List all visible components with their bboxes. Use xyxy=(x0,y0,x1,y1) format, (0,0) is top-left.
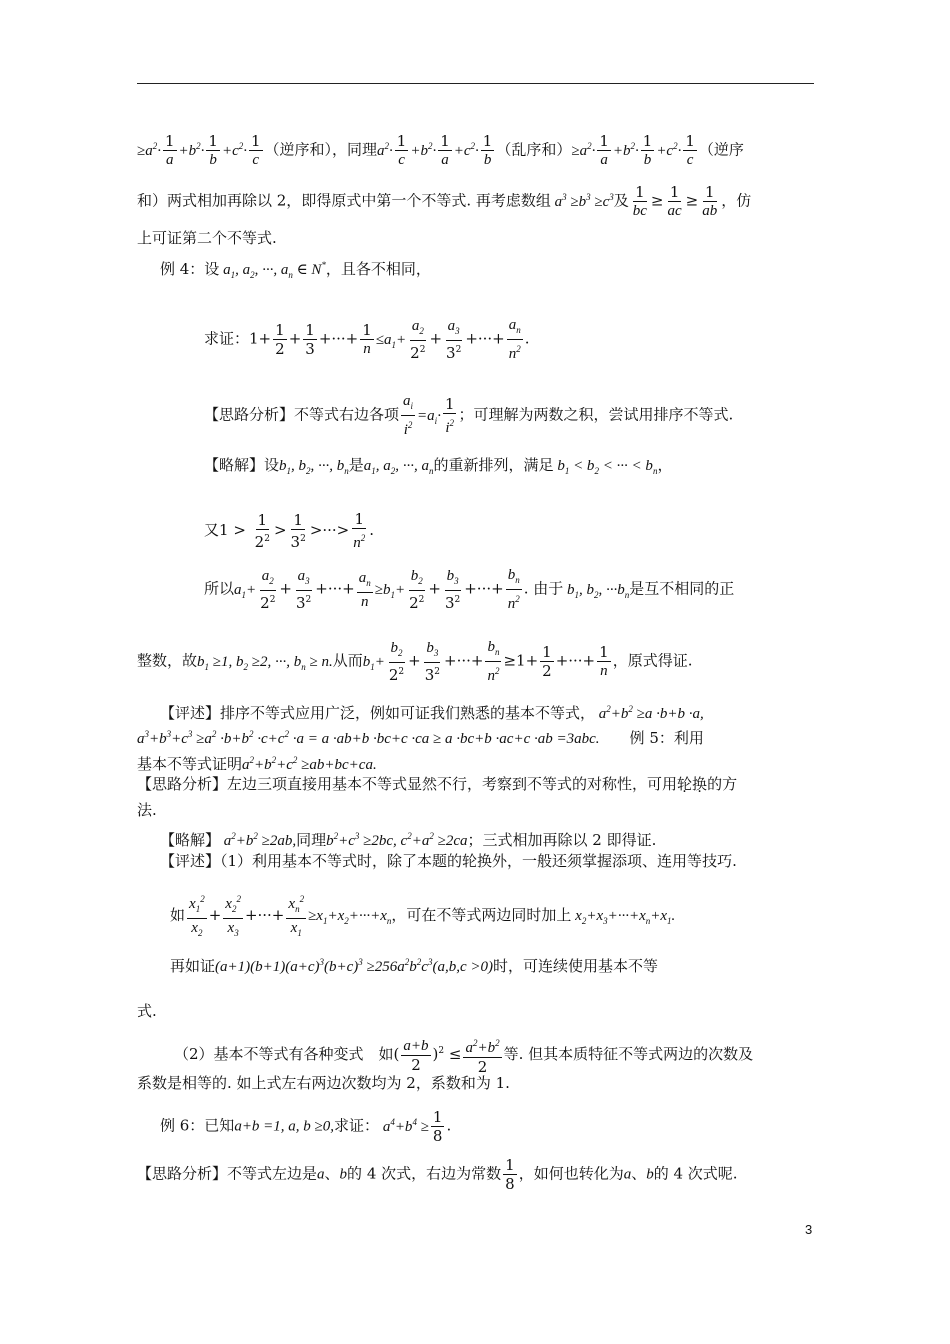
page-number: 3 xyxy=(805,1222,813,1237)
example-5: 基本不等式证明$a^2+b^2+c^2 \ge ab+bc+ca$. xyxy=(137,755,377,773)
header-rule xyxy=(137,83,814,84)
example-4-claim: 求证：1+ $\frac{1}{2}$ + $\frac{1}{3}$ +···+ $\frac{1}{n}$ $\le a_1+$ $\frac{a_2}{2^2}$ + $\frac{a_3}{3^2}$ +···+ $\frac{a_n}{n^2}$ . xyxy=(204,317,530,362)
comment-5-end: 式. xyxy=(137,1002,157,1020)
comment-5-example: 如 $\frac{x_1^2}{x_2}$ + $\frac{x_2^2}{x_3}$ +···+ $\frac{x_n^2}{x_1}$ $\ge x_1+x_2+\cdot\cdot\cdot+x_n$，可在不等式两边同时加上 $x_2+x_3+\cdot\cdot\cdot+x_n+x_1$. xyxy=(170,890,675,942)
think-5-cont: 法. xyxy=(137,801,157,819)
text-line-2: 和）两式相加再除以 2，即得原式中第一个不等式. 再考虑数组 $a^3 \ge b^3 \ge c^3$及 $\frac{1}{bc}$ ≥ $\frac{1}{ac}$ ≥ $\frac{1}{ab}$ ，仿 xyxy=(137,183,752,219)
example-4: 例 4：设 $a_1$, $a_2$, ···, $a_n$ ∈ N*，且各不相同， xyxy=(160,260,431,280)
comment-5: 【评述】（1）利用基本不等式时，除了本题的轮换外，一般还须掌握添项、连用等技巧. xyxy=(160,852,737,870)
text-line-3: 上可证第二个不等式. xyxy=(137,229,277,247)
brief-5: 【略解】 $a^2+b^2 \ge 2ab$,同理$b^2+c^3 \ge 2bc$, $c^2+a^2 \ge 2ca$；三式相加再除以 2 即得证. xyxy=(160,831,657,849)
brief-4: 【略解】设$b_1$, $b_2$, ···, $b_n$是$a_1$, $a_2$, ···, $a_n$的重新排列，满足 $b_1 < b_2$ < ··· < $b_n$， xyxy=(204,456,673,476)
comment-5-part-2: （2）基本不等式有各种变式 如( $\frac{a+b}{2}$ )$^2$ ≤ $\frac{a^2+b^2}{2}$ 等. 但其本质特征不等式两边的次数及 xyxy=(174,1034,753,1076)
text-line-1: $\ge a^2\cdot$ $\frac{1}{a}$ $+b^2\cdot$ $\frac{1}{b}$ $+c^2\cdot$ $\frac{1}{c}$ （逆序和），同理$a^2\cdot$ $\frac{1}{c}$ $+b^2\cdot$ $\frac{1}{a}$ $+c^2\cdot$ $\frac{1}{b}$ （乱序和）$\ge a^2\cdot$ $\frac{1}{a}$ $+b^2\cdot$ $\frac{1}{b}$ $+c^2\cdot$ $\frac{1}{c}$ （逆序 xyxy=(137,132,744,168)
brief-4-also: 又1 > $\frac{1}{2^2}$ > $\frac{1}{3^2}$ >···> $\frac{1}{n^2}$ . xyxy=(204,510,375,551)
comment-5-part-2-cont: 系数是相等的. 如上式左右两边次数均为 2，系数和为 1. xyxy=(137,1074,510,1092)
think-6: 【思路分析】不等式左边是a、b的 4 次式，右边为常数 $\frac{1}{8}$ ，如何也转化为a、b的 4 次式呢. xyxy=(137,1156,738,1193)
comment-4: 【评述】排序不等式应用广泛，例如可证我们熟悉的基本不等式， $a^2+b^2 \ge a \cdot b+b \cdot a$, xyxy=(160,704,704,722)
think-5: 【思路分析】左边三项直接用基本不等式显然不行，考察到不等式的对称性，可用轮换的方 xyxy=(137,775,738,793)
comment-5-example-2: 再如证$(a+1)(b+1)(a+c)^3(b+c)^3 \ge 256a^2b^2c^3(a,b,c >0)$时，可连续使用基本不等 xyxy=(170,957,658,975)
comment-4-cont: $a^3+b^3+c^3 \ge a^2 \cdot b+b^2 \cdot c+c^2 \cdot a = a \cdot ab+b \cdot bc+c \cdot ca \ge a \cdot bc+b \cdot ac+c \cdot ab =3abc$. 例 5：利用 xyxy=(137,729,704,747)
brief-4-so: 所以$a_1+$ $\frac{a_2}{2^2}$ + $\frac{a_3}{3^2}$ +···+ $\frac{a_n}{n}$ $\ge b_1+$ $\frac{b_2}{2^2}$ + $\frac{b_3}{3^2}$ +···+ $\frac{b_n}{n^2}$ . 由于 $b_1$, $b_2$, $\cdot\cdot\cdot b_n$是互不相同的正 xyxy=(204,567,735,612)
example-6: 例 6：已知a+b =1, a, b ≥0,求证： $a^4+b^4$ ≥ $\frac{1}{8}$ . xyxy=(160,1108,452,1145)
brief-4-integer: 整数，故$b_1 \ge 1$, $b_2 \ge 2$, ···, $b_n \ge n$.从而$b_1+$ $\frac{b_2}{2^2}$ + $\frac{b_3}{3^2}$ +···+ $\frac{b_n}{n^2}$ ≥1+ $\frac{1}{2}$ +···+ $\frac{1}{n}$ ，原式得证. xyxy=(137,639,693,684)
think-4: 【思路分析】不等式右边各项 $\frac{a_i}{i^2}$ $=a_i\cdot$ $\frac{1}{i^2}$ ；可理解为两数之积，尝试用排序不等式. xyxy=(204,393,734,438)
